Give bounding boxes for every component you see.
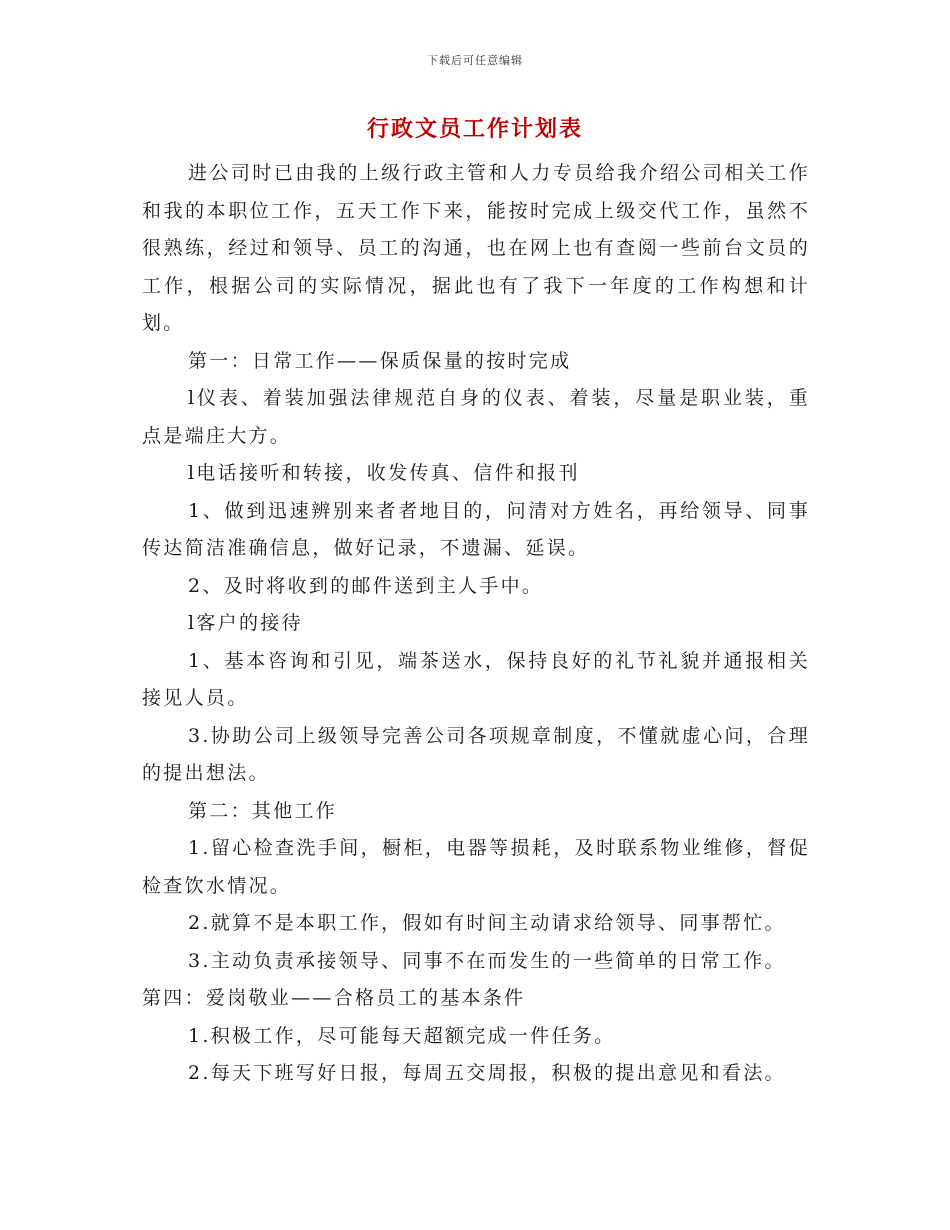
document-title: 行政文员工作计划表 — [366, 116, 583, 142]
section-heading-other-work: 第二：其他工作 — [188, 799, 338, 822]
paragraph-phone-item-2: 2、及时将收到的邮件送到主人手中。 — [188, 574, 544, 597]
document-body — [142, 155, 810, 1093]
paragraph-reception-heading: l客户的接待 — [188, 612, 303, 634]
paragraph-appearance: l仪表、着装加强法律规范自身的仪表、着装，尽量是职业装，重点是端庄大方。 — [142, 387, 810, 447]
paragraph-reception-item-1: 1、基本咨询和引见，端茶送水，保持良好的礼节礼貌并通报相关接见人员。 — [142, 649, 810, 709]
section-heading-daily-work: 第一：日常工作——保质保量的按时完成 — [188, 349, 572, 372]
section-heading-dedication: 第四：爱岗敬业——合格员工的基本条件 — [142, 987, 526, 1009]
paragraph-other-item-2: 2.就算不是本职工作，假如有时间主动请求给领导、同事帮忙。 — [188, 912, 786, 934]
paragraph-dedication-item-2: 2.每天下班写好日报，每周五交周报，积极的提出意见和看法。 — [188, 1062, 786, 1084]
paragraph-phone-heading: l电话接听和转接，收发传真、信件和报刊 — [188, 462, 580, 484]
header-note: 下载后可任意编辑 — [427, 54, 523, 67]
paragraph-phone-item-1: 1、做到迅速辨别来者者地目的，问清对方姓名，再给领导、同事传达简洁准确信息，做好记录，不遗漏、延误。 — [142, 499, 810, 559]
paragraph-dedication-item-1: 1.积极工作，尽可能每天超额完成一件任务。 — [188, 1024, 616, 1047]
paragraph-other-item-1: 1.留心检查洗手间，橱柜，电器等损耗，及时联系物业维修，督促检查饮水情况。 — [142, 837, 810, 897]
paragraph-reception-item-3: 3.协助公司上级领导完善公司各项规章制度，不懂就虚心问，合理的提出想法。 — [142, 724, 810, 784]
paragraph-intro: 进公司时已由我的上级行政主管和人力专员给我介绍公司相关工作和我的本职位工作，五天工作下来，能按时完成上级交代工作，虽然不很熟练，经过和领导、员工的沟通，也在网上也有查阅一些前台文员的工作，根据公司的实际情况，据此也有了我下一年度的工作构想和计划。 — [142, 162, 810, 334]
paragraph-other-item-3: 3.主动负责承接领导、同事不在而发生的一些简单的日常工作。 — [188, 949, 786, 972]
